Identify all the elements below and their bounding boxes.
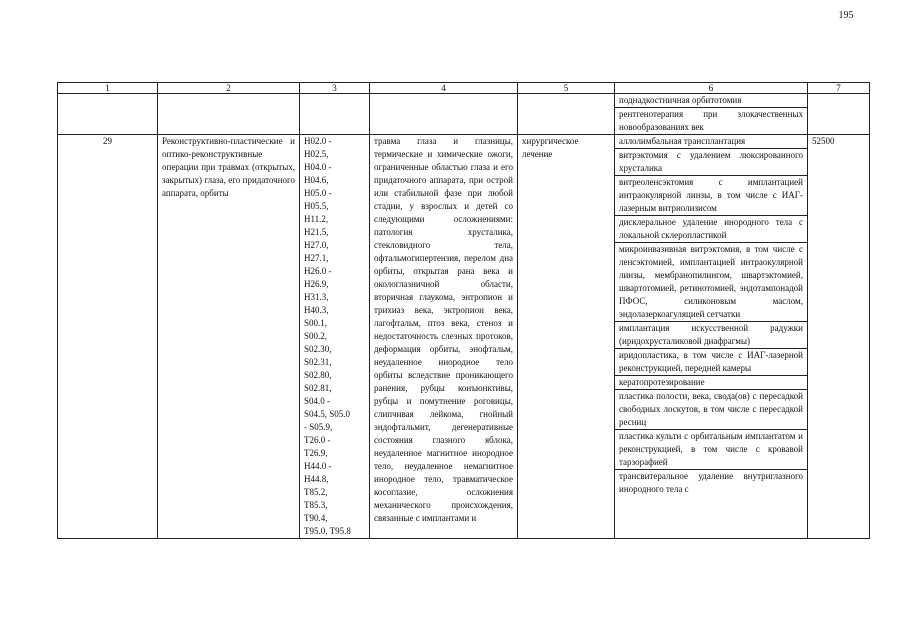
icd-code: H27.1, [304, 253, 329, 263]
icd-code: H21.5, [304, 227, 329, 237]
icd-code: H26.0 - [304, 266, 332, 276]
icd-code: T26.9, [304, 448, 328, 458]
patient-model: травма глаза и глазницы, термические и химические ожоги, ограниченные областью глаза и его придаточного аппарата, при острой или стабильной фазе при любой стадии, у взрослых и детей со следующими осложнениями: патология хрусталика, стекловидного тела, офтальмогипертензия, перелом дна орбиты, открытая рана века и окологлазничной области, вторичная глаукома, энтропион и трихиаз века, эктропион века, лагофтальм, птоз века, стеноз и недостаточность слезных протоков, деформация орбиты, энофтальм, неудаленное инородное тело орбиты вследствие проникающего ранения, рубцы конъюнктивы, рубцы и помутнение роговицы, слипчивая лейкома, гнойный эндофтальмит, дегенеративные состояния глазного яблока, неудаленное магнитное инородное тело, неудаленное немагнитное инородное тело, травматическое косоглазие, осложнения механического происхождения, связанные с имплантами и [370, 135, 518, 539]
icd-code: T90.4, [304, 513, 328, 523]
care-type-name: Реконструктивно-пластические и оптико-реконструктивные операции при травмах (открытых, закрытых) глаза, его придаточного аппарата, орбиты [158, 135, 300, 539]
column-header: 6 [615, 83, 808, 94]
icd-code: H04.6, [304, 175, 329, 185]
icd-code: H02.0 - [304, 136, 332, 146]
column-header: 4 [370, 83, 518, 94]
icd-code: S00.2, [304, 331, 328, 341]
icd-code: T85.2, [304, 487, 328, 497]
column-header: 3 [300, 83, 370, 94]
icd-code: S04.0 - [304, 396, 331, 406]
method-item: микроинвазивная витрэктомия, в том числе с ленсэктомией, имплантацией интраокулярной линзы, мембранопилингом, швартэктомией, швартотомией, ретинотомией, эндотампонадой ПФОС, силиконовым маслом, эндолазеркоагуляцией сетчатки [615, 243, 807, 322]
methods-cell [615, 94, 808, 135]
method-item: трансвитеральное удаление внутриглазного инородного тела с [619, 471, 803, 494]
method-item: кератопротезирование [615, 376, 807, 390]
icd-code: S02.80, [304, 370, 332, 380]
icd-code: H44.0 - [304, 461, 332, 471]
icd-code: - S05.9, [304, 422, 333, 432]
column-numbers-row [58, 83, 870, 94]
icd-code: H11.2, [304, 214, 329, 224]
icd-code: T95.0, T95.8 [304, 526, 351, 536]
row-number: 29 [58, 135, 158, 539]
continuation-row [58, 94, 870, 135]
icd-code: T85.3, [304, 500, 328, 510]
method-item: иридопластика, в том числе с ИАГ-лазерной реконструкцией, передней камеры [615, 349, 807, 376]
icd-code: H40.3, [304, 305, 329, 315]
column-header: 7 [808, 83, 870, 94]
method-item: поднадкостничная орбитотомия [615, 94, 807, 108]
method-item: дисклеральное удаление инородного тела с локальной склеропластикой [615, 216, 807, 243]
method-item: рентгенотерапия при злокачественных новообразованиях век [619, 109, 803, 132]
icd-code: H04.0 - [304, 162, 332, 172]
table-row-29 [58, 135, 870, 539]
icd-code: S02.30, [304, 344, 332, 354]
icd-code: H44.8, [304, 474, 329, 484]
cost: 52500 [808, 135, 870, 539]
icd-code: S02.81, [304, 383, 332, 393]
icd-code: S02.31, [304, 357, 332, 367]
icd-code: H26.9, [304, 279, 329, 289]
method-item: витрэктомия с удалением люксированного хрусталика [615, 149, 807, 176]
icd-code: H31.3, [304, 292, 329, 302]
method-item: имплантация искусственной радужки (иридохрусталиковой диафрагмы) [615, 322, 807, 349]
icd-code: S00.1, [304, 318, 328, 328]
methods-cell [615, 135, 808, 539]
column-header: 5 [518, 83, 615, 94]
icd-code: H02.5, [304, 149, 329, 159]
icd-code: H05.0 - [304, 188, 332, 198]
column-header: 1 [58, 83, 158, 94]
medical-care-table [57, 82, 870, 539]
column-header: 2 [158, 83, 300, 94]
icd-code: S04.5, S05.0 [304, 409, 351, 419]
method-item: витреоленсэктомия с имплантацией интраокулярной линзы, в том числе с ИАГ-лазерным витриолизисом [615, 176, 807, 216]
icd-code: T26.0 - [304, 435, 331, 445]
method-item: пластика культи с орбитальным имплантатом и реконструкцией, в том числе с кровавой тарзорафией [615, 430, 807, 470]
method-item: аллолимбальная трансплантация [615, 135, 807, 149]
icd-codes-cell [300, 135, 370, 539]
icd-code: H27.0, [304, 240, 329, 250]
icd-code: H05.5, [304, 201, 329, 211]
method-item: пластика полости, века, свода(ов) с пересадкой свободных лоскутов, в том числе с пересадкой ресниц [615, 390, 807, 430]
page-number: 195 [838, 10, 854, 21]
treatment-type: хирургическое лечение [518, 135, 615, 539]
